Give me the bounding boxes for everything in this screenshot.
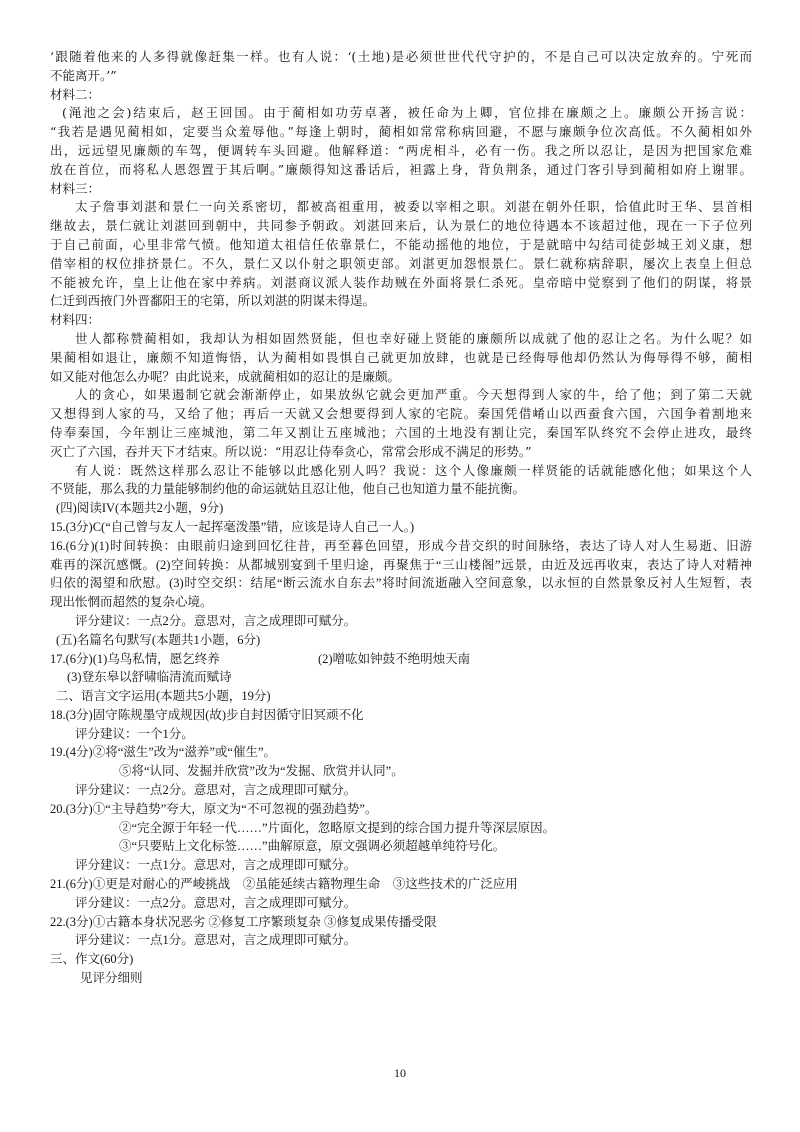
material-four-line: 果蔺相如退让，廉颇不知道悔悟，认为蔺相如畏惧自己就更加放肆，也就是已经侮辱他却仍然认为侮辱得不够，蔺相 <box>50 349 752 365</box>
scoring-note: 评分建议：一点2分。意思对，言之成理即可赋分。 <box>75 613 357 628</box>
material-three-line: 不能被允许，皇上让他在家中养病。刘湛商议派人装作劫贼在外面将景仁杀死。皇帝暗中觉察到了他们的阴谋，将景 <box>50 274 752 290</box>
answer-17-part-3: (3)登东皋以舒啸临清流而赋诗 <box>67 670 232 685</box>
page-number: 10 <box>394 1066 406 1080</box>
scoring-note: 评分建议：一点1分。意思对，言之成理即可赋分。 <box>75 933 357 948</box>
material-four-line: 又想得到人家的马，又给了他；再后一天就又会想要得到人家的宅院。秦国凭借崤山以西蚕食六国，六国争着割地来 <box>50 406 752 422</box>
answer-15: 15.(3分)C(“自己曾与友人一起挥毫泼墨”错，应该是诗人自己一人。) <box>50 519 415 534</box>
answer-key-page <box>50 48 752 988</box>
scoring-note: 评分建议：一点2分。意思对，言之成理即可赋分。 <box>75 895 357 910</box>
material-three-line: 太子詹事刘湛和景仁一向关系密切，都被高祖重用，被委以宰相之职。刘湛在朝外任职，恰值此时王华、昙首相 <box>75 199 752 215</box>
material-two-line: “我若是遇见蔺相如，定要当众羞辱他。”每逢上朝时，蔺相如常常称病回避，不愿与廉颇争位次高低。不久蔺相如外 <box>50 124 752 140</box>
answer-20-line: ②“完全源于年轻一代……”片面化，忽略原文提到的综合国力提升等深层原因。 <box>119 820 556 835</box>
material-four-line: 不贤能，那么我的力量能够制约他的命运就姑且忍让他，他自己也知道力量不能抗衡。 <box>50 481 526 497</box>
answer-16-line: 16.(6分)(1)时间转换：由眼前归途到回忆往昔，再至暮色回望，形成今昔交织的时间脉络，表达了诗人对人生易逝、旧游 <box>50 538 752 553</box>
material-three-line: 于自己前面，心里非常气愤。他知道太祖信任依靠景仁，不能动摇他的地位，于是就暗中勾结司徒彭城王刘义康，想 <box>50 236 752 252</box>
material-two-line: (渑池之会)结束后，赵王回国。由于蔺相如功劳卓著，被任命为上卿，官位排在廉颇之上。廉颇公开扬言说： <box>62 105 752 121</box>
material-two-line: 出，远远望见廉颇的车驾，便调转车头回避。他解释道：“两虎相斗，必有一伤。我之所以忍让，是因为把国家危难 <box>50 142 752 158</box>
answer-22: 22.(3分)①古籍本身状况恶劣 ②修复工序繁琐复杂 ③修复成果传播受限 <box>50 914 437 929</box>
answer-21: 21.(6分)①更是对耐心的严峻挑战 ②虽能延续古籍物理生命 ③这些技术的广泛应用 <box>50 877 518 892</box>
material-three-heading: 材料三： <box>50 180 101 196</box>
part-two-heading: 二、语言文字运用(本题共5小题，19分) <box>56 689 271 704</box>
material-four-heading: 材料四： <box>50 312 101 328</box>
material-four-line: 有人说：既然这样那么忍让不能够以此感化别人吗？我说：这个人像廉颇一样贤能的话就能感化他；如果这个人 <box>75 462 752 478</box>
answer-17-row <box>50 650 752 669</box>
material-one-line: 不能离开。’” <box>50 67 117 83</box>
material-four-line: 世人都称赞蔺相如，我却认为相如固然贤能，但也幸好碰上贤能的廉颇所以成就了他的忍让之名。为什么呢？如 <box>75 330 752 346</box>
section-five-heading: (五)名篇名句默写(本题共1小题，6分) <box>56 632 261 647</box>
scoring-note: 评分建议：一点2分。意思对，言之成理即可赋分。 <box>75 783 357 798</box>
section-four-heading: (四)阅读IV(本题共2小题，9分) <box>56 501 224 516</box>
material-four-line: 人的贪心，如果遏制它就会渐渐停止，如果放纵它就会更加严重。今天想得到人家的牛，给了他；到了第二天就 <box>75 387 752 403</box>
answer-16-line: 现出怅惘而超然的复杂心境。 <box>50 595 213 610</box>
answer-20-line: 20.(3分)①“主导趋势”夸大，原文为“不可忽视的强劲趋势”。 <box>50 801 378 816</box>
material-four-line: 灭亡了六国，吞并天下才结束。所以说：“用忍让侍奉贪心，常常会形成不满足的形势。” <box>50 443 532 459</box>
part-three-heading: 三、作文(60分) <box>50 952 134 967</box>
material-three-line: 借宰相的权位排挤景仁。不久，景仁又以仆射之职领吏部。刘湛更加怨恨景仁。景仁就称病辞职，屡次上表皇上但总 <box>50 255 752 271</box>
answer-19-line: 19.(4分)②将“滋生”改为“滋养”或“催生”。 <box>50 745 276 760</box>
material-two-line: 放在首位，而将私人恩怨置于其后啊。”廉颇得知这番话后，袒露上身，背负荆条，通过门客引导到蔺相如府上谢罪。 <box>50 161 752 177</box>
answer-16-line: 难再的深沉感慨。(2)空间转换：从都城别宴到千里归途，再聚焦于“三山楼阁”远景，由近及远再收束，表达了诗人对精神 <box>50 557 752 572</box>
answer-16-line: 归依的渴望和欣慰。(3)时空交织：结尾“断云流水自东去”将时间流逝融入空间意象，以永恒的自然景象反衬人生短暂，表 <box>50 576 752 591</box>
scoring-note: 评分建议：一点1分。意思对，言之成理即可赋分。 <box>75 858 357 873</box>
essay-note: 见评分细则 <box>80 971 143 986</box>
material-two-heading: 材料二： <box>50 86 101 102</box>
material-four-line: 侍奉秦国，今年割让三座城池，第二年又割让五座城池；六国的土地没有割让完，秦国军队终究不会停止进攻，最终 <box>50 424 752 440</box>
answer-17-part-2: (2)噌吰如钟鼓不绝明烛天南 <box>318 651 471 666</box>
scoring-note: 评分建议：一个1分。 <box>75 726 194 741</box>
answer-20-line: ③“只要贴上文化标签……”曲解原意，原文强调必须超越单纯符号化。 <box>119 839 506 854</box>
material-one-line: ‘跟随着他来的人多得就像赶集一样。也有人说：‘(土地)是必须世世代代守护的，不是自己可以决定放弃的。宁死而 <box>50 49 752 64</box>
answer-19-line: ⑤将“认同、发掘并欣赏”改为“发掘、欣赏并认同”。 <box>119 764 404 779</box>
answer-18: 18.(3分)固守陈规墨守成规因(故)步自封因循守旧冥顽不化 <box>50 707 364 722</box>
answer-17-part-1: 17.(6分)(1)乌鸟私情，愿乞终养 <box>50 651 220 666</box>
material-three-line: 仁迁到西掖门外晋鄱阳王的宅第，所以刘湛的阴谋未得逞。 <box>50 293 376 309</box>
material-four-line: 如又能对他怎么办呢？由此说来，成就蔺相如的忍让的是廉颇。 <box>50 368 401 384</box>
material-three-line: 继故去，景仁就让刘湛回到朝中，共同参予朝政。刘湛回来后，认为景仁的地位待遇本不该超过他，现在一下子位列 <box>50 218 752 234</box>
